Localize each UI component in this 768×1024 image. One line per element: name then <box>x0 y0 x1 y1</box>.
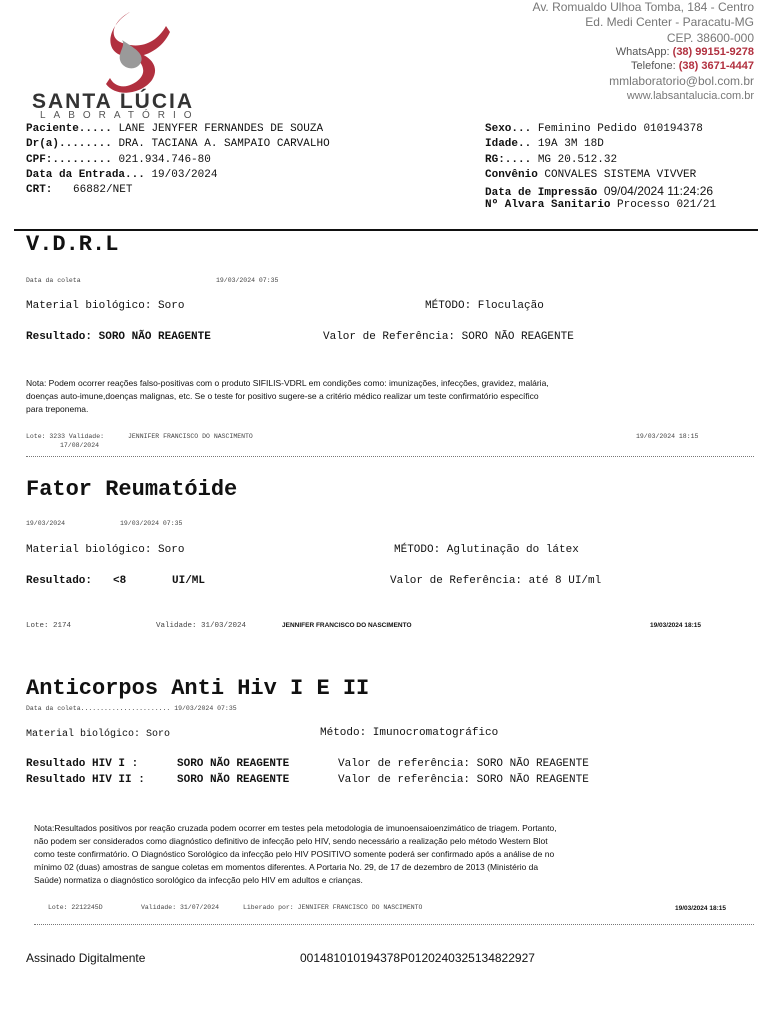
fr-unidade: UI/ML <box>172 575 206 587</box>
crt-value: 66882/NET <box>73 184 133 196</box>
whatsapp-number: (38) 99151-9278 <box>672 46 754 58</box>
email: mmlaboratorio@bol.com.br <box>609 74 754 88</box>
fr-material: Material biológico: Soro <box>26 544 185 556</box>
hiv-res1-value: SORO NÃO REAGENTE <box>177 758 290 770</box>
dr-label: Dr(a)........ <box>26 138 112 150</box>
idade-row <box>485 138 604 150</box>
hiv-nota-line: não podem ser considerados como diagnóstico definitivo de infecção pelo HIV, sendo necessário a realização pelo método Western Blot <box>34 836 548 846</box>
lab-logo <box>30 6 245 121</box>
vdrl-material: Material biológico: Soro <box>26 300 185 312</box>
vdrl-nota <box>26 377 549 416</box>
logo-subtitle: LABORATÓRIO <box>40 110 200 121</box>
whatsapp-label: WhatsApp: <box>615 46 670 58</box>
entrada-row <box>26 169 217 181</box>
logo-emblem-icon <box>30 6 245 96</box>
alvara-row <box>485 199 716 211</box>
vdrl-resultado-label: Resultado: <box>26 331 93 343</box>
alvara-label: Nº Alvara Sanitario <box>485 199 611 211</box>
rg-value: MG 20.512.32 <box>537 154 618 166</box>
signature-code: 001481010194378P0120240325134822927 <box>300 951 535 965</box>
hiv-res2-label: Resultado HIV II : <box>26 774 145 786</box>
fr-liberado: 19/03/2024 18:15 <box>650 622 701 629</box>
fr-metodo: MÉTODO: Aglutinação do látex <box>394 544 579 556</box>
telefone-number: (38) 3671-4447 <box>678 60 754 72</box>
fr-referencia: Valor de Referência: até 8 UI/ml <box>390 575 602 587</box>
vdrl-coleta-date: 19/03/2024 07:35 <box>216 277 279 284</box>
convenio-label: Convênio <box>485 169 538 181</box>
crt-label: CRT: <box>26 184 53 196</box>
vdrl-metodo: MÉTODO: Floculação <box>425 300 544 312</box>
dr-row <box>26 138 330 150</box>
vdrl-responsavel: JENNIFER FRANCISCO DO NASCIMENTO <box>128 433 253 440</box>
hiv-material: Material biológico: Soro <box>26 729 171 740</box>
address-line-1: Av. Romualdo Ulhoa Tomba, 184 - Centro <box>532 0 754 14</box>
hiv-metodo: Método: Imunocromatográfico <box>320 727 499 739</box>
vdrl-nota-line: doenças auto-imune,doenças malignas, etc. Se o teste for positivo sugere-se a critério médico realizar um teste confirmatório específico <box>26 391 539 401</box>
impressao-value: 09/04/2024 11:24:26 <box>603 184 714 198</box>
vdrl-resultado-row <box>26 331 211 343</box>
telefone-line <box>631 60 754 72</box>
hiv-res2-value: SORO NÃO REAGENTE <box>177 774 290 786</box>
convenio-row <box>485 169 696 181</box>
cpf-label: CPF:......... <box>26 154 112 166</box>
entrada-label: Data da Entrada... <box>26 169 145 181</box>
fr-responsavel: JENNIFER FRANCISCO DO NASCIMENTO <box>282 622 412 629</box>
hiv-nota-line: Saúde) normatiza o diagnóstico sorológico da infecção pelo HIV em adultos e crianças. <box>34 875 363 885</box>
address-line-3: CEP. 38600-000 <box>666 31 754 45</box>
impressao-row <box>485 184 713 199</box>
vdrl-nota-line: Nota: Podem ocorrer reações falso-positivas com o produto SIFILIS-VDRL em condições como: imunizações, infecções, gravidez, malária, <box>26 378 549 388</box>
rg-row <box>485 154 617 166</box>
vdrl-validade: 17/08/2024 <box>60 442 100 449</box>
hiv-lote: Lote: 2212245D <box>48 904 103 911</box>
dr-value: DRA. TACIANA A. SAMPAIO CARVALHO <box>118 138 330 150</box>
whatsapp-line <box>616 46 754 58</box>
hiv-nota-line: Nota:Resultados positivos por reação cruzada podem ocorrer em testes pela metodologia de imunoensaioenzimático de triagem. Portanto, <box>34 823 557 833</box>
vdrl-title: V.D.R.L <box>26 232 119 257</box>
hiv-liberado-por: Liberado por: JENNIFER FRANCISCO DO NASCIMENTO <box>243 904 423 911</box>
vdrl-lote: Lote: 3233 Validade: <box>26 433 105 440</box>
address-line-2: Ed. Medi Center - Paracatu-MG <box>585 15 754 29</box>
telefone-label: Telefone: <box>631 60 676 72</box>
vdrl-coleta-label: Data da coleta <box>26 277 81 284</box>
hiv-ref2: Valor de referência: SORO NÃO REAGENTE <box>338 774 589 786</box>
entrada-value: 19/03/2024 <box>151 169 218 181</box>
hiv-nota-line: mínimo 02 (duas) amostras de sangue coletas em momentos diferentes. A Portaria No. 29, de 17 de dezembro de 2013 (Ministério da <box>34 862 539 872</box>
fr-date2: 19/03/2024 07:35 <box>120 520 183 527</box>
cpf-value: 021.934.746-80 <box>118 154 211 166</box>
paciente-value: LANE JENYFER FERNANDES DE SOUZA <box>118 123 324 135</box>
rg-label: RG:.... <box>485 154 532 166</box>
alvara-value: Processo 021/21 <box>617 199 717 211</box>
impressao-label: Data de Impressão <box>485 187 598 199</box>
idade-value: 19A 3M 18D <box>537 138 604 150</box>
hiv-ref1: Valor de referência: SORO NÃO REAGENTE <box>338 758 589 770</box>
sexo-value: Feminino Pedido 010194378 <box>537 123 703 135</box>
header-divider <box>14 229 758 231</box>
vdrl-referencia: Valor de Referência: SORO NÃO REAGENTE <box>323 331 574 343</box>
hiv-coleta: Data da coleta....................... 19/03/2024 07:35 <box>26 705 237 712</box>
hiv-title: Anticorpos Anti Hiv I E II <box>26 676 370 701</box>
vdrl-liberado: 19/03/2024 18:15 <box>636 433 699 440</box>
crt-row <box>26 184 132 196</box>
idade-label: Idade.. <box>485 138 532 150</box>
cpf-row <box>26 154 211 166</box>
fr-resultado-value: <8 <box>113 575 127 587</box>
sexo-label: Sexo... <box>485 123 532 135</box>
paciente-label: Paciente..... <box>26 123 112 135</box>
hiv-nota-line: como teste confirmatório. O Diagnóstico Sorológico da infecção pelo HIV POSITIVO somente poderá ser confirmado após a análise de no <box>34 849 555 859</box>
website: www.labsantalucia.com.br <box>626 90 754 102</box>
assinado-digitalmente: Assinado Digitalmente <box>26 951 146 965</box>
sexo-row <box>485 123 703 135</box>
hiv-nota <box>34 822 557 887</box>
fr-lote: Lote: 2174 <box>26 622 72 630</box>
fr-resultado-label: Resultado: <box>26 575 93 587</box>
fr-date1: 19/03/2024 <box>26 520 66 527</box>
logo-name: SANTA LÚCIA <box>32 90 194 113</box>
fr-validade: Validade: 31/03/2024 <box>156 622 247 630</box>
fr-title: Fator Reumatóide <box>26 477 238 502</box>
hiv-liberado: 19/03/2024 18:15 <box>675 905 726 912</box>
hiv-res1-label: Resultado HIV I : <box>26 758 139 770</box>
vdrl-divider <box>26 456 754 457</box>
convenio-value: CONVALES SISTEMA VIVVER <box>544 169 697 181</box>
paciente-row <box>26 123 323 135</box>
vdrl-nota-line: para treponema. <box>26 404 89 414</box>
vdrl-resultado-value: SORO NÃO REAGENTE <box>98 331 211 343</box>
hiv-validade: Validade: 31/07/2024 <box>141 904 220 911</box>
hiv-divider <box>34 924 754 925</box>
